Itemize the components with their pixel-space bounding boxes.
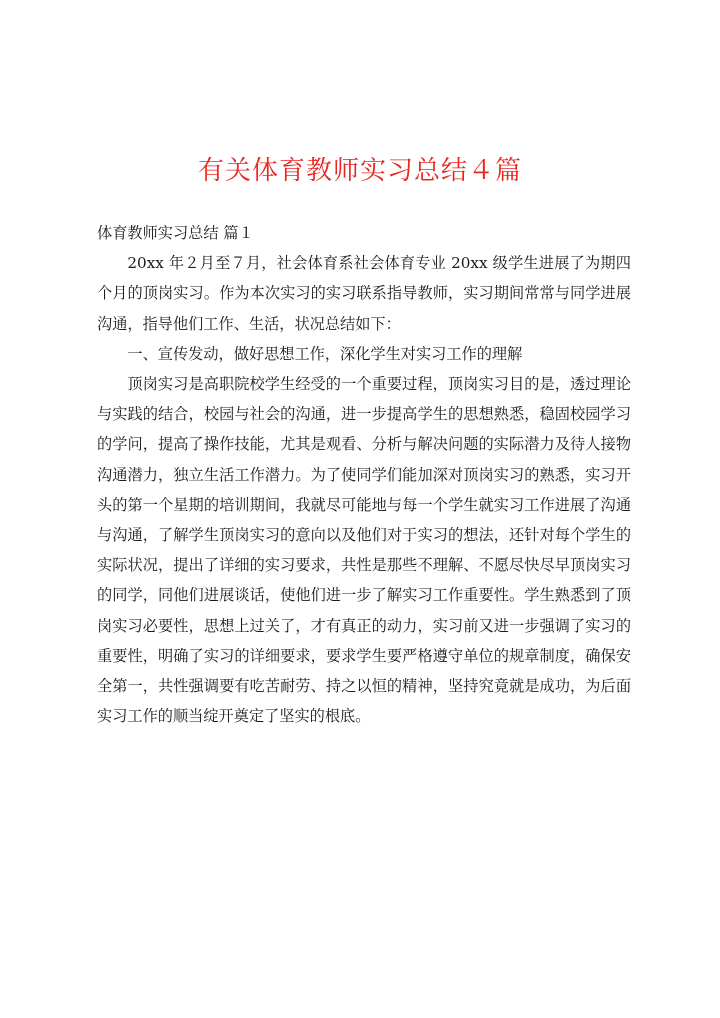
document-body [97,218,631,731]
section-heading: 一、宣传发动，做好思想工作，深化学生对实习工作的理解 [127,344,523,363]
paragraph-intro: 20xx 年２月至７月，社会体育系社会体育专业 20xx 级学生进展了为期四个月的顶岗实习。作为本次实习的实习联系指导教师，实习期间常常与同学进展沟通，指导他们工作、生活，状况总结如下： [97,254,631,333]
paragraph-body: 顶岗实习是高职院校学生经受的一个重要过程，顶岗实习目的是，透过理论与实践的结合，校园与社会的沟通，进一步提高学生的思想熟悉，稳固校园学习的学问，提高了操作技能，尤其是观看、分析与解决问题的实际潜力及待人接物沟通潜力，独立生活工作潜力。为了使同学们能加深对顶岗实习的熟悉，实习开头的第一个星期的培训期间，我就尽可能地与每一个学生就实习工作进展了沟通与沟通，了解学生顶岗实习的意向以及他们对于实习的想法，还针对每个学生的实际状况，提出了详细的实习要求，共性是那些不理解、不愿尽快尽早顶岗实习的同学，同他们进展谈话，使他们进一步了解实习工作重要性。学生熟悉到了顶岗实习必要性，思想上过关了，才有真正的动力，实习前又进一步强调了实习的重要性，明确了实习的详细要求，要求学生要严格遵守单位的规章制度，确保安全第一，共性强调要有吃苦耐劳、持之以恒的精神，坚持究竟就是成功，为后面实习工作的顺当绽开奠定了坚实的根底。 [97,375,631,726]
document-title: 有关体育教师实习总结４篇 [197,156,522,186]
section-subtitle: 体育教师实习总结 篇１ [97,224,254,242]
